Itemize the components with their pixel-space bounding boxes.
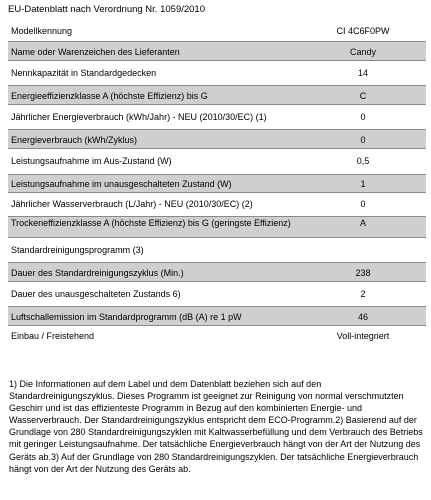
spec-row-value: 0 xyxy=(360,135,366,145)
spec-row-value: 0,5 xyxy=(356,156,370,166)
spec-row-label: Einbau / Freistehend xyxy=(11,331,95,341)
spec-row-value: Voll-integriert xyxy=(336,331,390,341)
spec-row xyxy=(8,21,426,41)
spec-row-label: Jährlicher Wasserverbrauch (L/Jahr) - NEU (2010/30/EC) (2) xyxy=(11,199,253,209)
spec-row-label: Leistungsaufnahme im Aus-Zustand (W) xyxy=(11,156,172,166)
spec-row-value: 46 xyxy=(357,312,368,322)
spec-row xyxy=(8,41,426,61)
spec-row-value: CI 4C6F0PW xyxy=(336,26,390,36)
spec-row xyxy=(8,85,426,105)
spec-row xyxy=(8,216,426,238)
spec-row-label: Dauer des unausgeschalteten Zustands 6) xyxy=(11,289,181,299)
spec-row xyxy=(8,282,426,306)
spec-row-value: Candy xyxy=(349,47,376,57)
spec-row xyxy=(8,129,426,149)
spec-row xyxy=(8,61,426,85)
spec-row xyxy=(8,238,426,262)
spec-row-label: Name oder Warenzeichen des Lieferanten xyxy=(11,47,180,57)
spec-row-label: Modellkennung xyxy=(11,26,73,36)
spec-row xyxy=(8,174,426,193)
spec-row-value: 238 xyxy=(355,268,371,278)
spec-row-value: A xyxy=(359,218,366,228)
spec-row-value: 14 xyxy=(357,68,368,78)
spec-row-label: Trockeneffizienzklasse A (höchste Effizienz) bis G (geringste Effizienz) xyxy=(11,218,291,228)
spec-row xyxy=(8,149,426,174)
spec-row-value: 0 xyxy=(360,199,366,209)
spec-row-value: 1 xyxy=(360,179,366,189)
spec-row-value: 0 xyxy=(360,112,366,122)
spec-row xyxy=(8,306,426,326)
spec-row-value: C xyxy=(359,91,367,101)
spec-row xyxy=(8,326,426,347)
spec-row-label: Energieeffizienzklasse A (höchste Effizienz) bis G xyxy=(11,91,208,101)
spec-row-label: Leistungsaufnahme im unausgeschalteten Zustand (W) xyxy=(11,179,232,189)
spec-row-label: Standardreinigungsprogramm (3) xyxy=(11,245,144,255)
spec-row xyxy=(8,105,426,129)
spec-row-value: 2 xyxy=(360,289,366,299)
spec-row-label: Jährlicher Energieverbrauch (kWh/Jahr) - NEU (2010/30/EC) (1) xyxy=(11,112,267,122)
spec-row-label: Dauer des Standardreinigungszyklus (Min.) xyxy=(11,268,184,278)
spec-table xyxy=(8,21,426,347)
document-title: EU-Datenblatt nach Verordnung Nr. 1059/2010 xyxy=(8,4,205,15)
spec-row xyxy=(8,193,426,216)
spec-row-label: Energieverbrauch (kWh/Zyklus) xyxy=(11,135,138,145)
footnote-text: 1) Die Informationen auf dem Label und dem Datenblatt beziehen sich auf den Standardreinigungszyklus. Dieses Programm ist geeignet zur Reinigung von normal verschmutzten Geschirr und ist das effizienteste Programm in Bezug auf den kombinierten Energie- und Wasserverbrauch. Der Standardreinigungszyklus entspricht dem ECO-Programm.2) Basierend auf der Grundlage von 280 Standardreinigungszyklen mit Kaltwasserbefüllung und dem Verbrauch des Betriebs mit geringer Leistungsaufnahme. Der tatsächliche Energieverbrauch hängt von der Art der Nutzung des Geräts ab.3) Auf der Grundlage von 280 Standardreinigungszyklen. Der tatsächliche Energieverbrauch hängt von der Art der Nutzung des Geräts ab. xyxy=(9,379,423,474)
spec-row xyxy=(8,262,426,282)
spec-row-label: Nennkapazität in Standardgedecken xyxy=(11,68,157,78)
spec-row-label: Luftschallemission im Standardprogramm (dB (A) re 1 pW xyxy=(11,312,242,322)
